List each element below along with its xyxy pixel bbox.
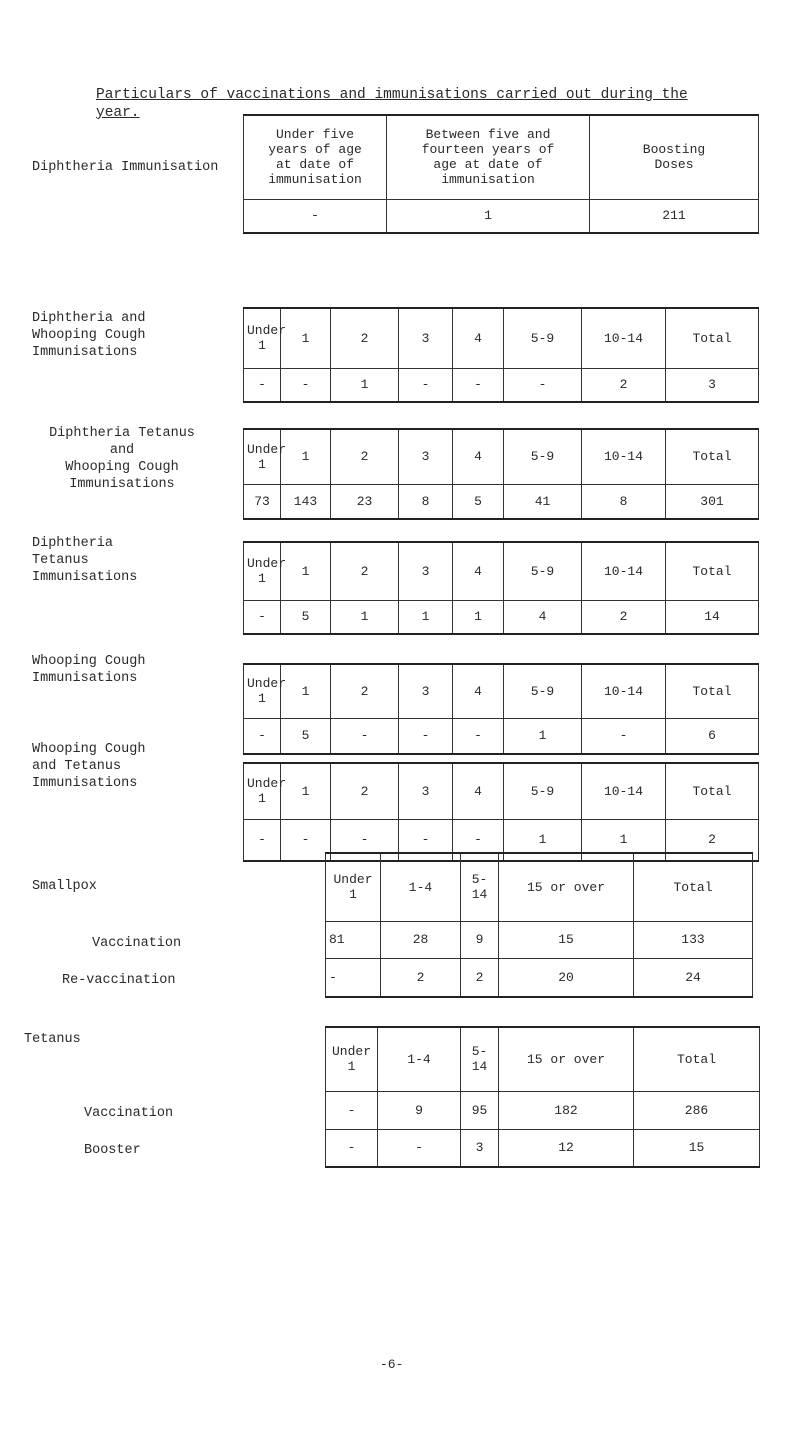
header-cell: Total (666, 308, 759, 368)
table-cell: - (326, 1129, 378, 1167)
table-cell: 28 (381, 921, 461, 958)
smallpox-vaccination-label: Vaccination (92, 936, 182, 951)
table-cell: 1 (582, 819, 666, 861)
table-cell: - (244, 199, 387, 233)
header-cell: 10-14 (582, 429, 666, 484)
table-cell: 4 (504, 600, 582, 634)
page-number: -6- (380, 1357, 404, 1372)
table-cell: - (399, 819, 453, 861)
table-cell: 23 (331, 484, 399, 519)
table-cell: 2 (582, 600, 666, 634)
table-cell: 3 (461, 1129, 499, 1167)
header-cell: 3 (399, 763, 453, 819)
dip-tet-whoop-table (243, 428, 759, 520)
diphtheria-table (243, 114, 759, 234)
table-cell: 133 (634, 921, 753, 958)
whoop-tet-label: Whooping Cough and Tetanus Immunisations (32, 742, 146, 791)
table-cell: 1 (331, 368, 399, 402)
table-cell: 9 (461, 921, 499, 958)
table-cell: - (281, 368, 331, 402)
header-cell: 3 (399, 429, 453, 484)
tetanus-booster-label: Booster (84, 1143, 141, 1158)
table-cell: 8 (399, 484, 453, 519)
whoop-tet-table (243, 762, 759, 862)
table-cell: 5 (453, 484, 504, 519)
tetanus-vaccination-label: Vaccination (84, 1106, 174, 1121)
header-cell: Under 1 (326, 1027, 378, 1091)
table-cell: - (244, 718, 281, 754)
table-cell: 211 (590, 199, 759, 233)
header-cell: Under 1 (244, 308, 281, 368)
table-cell: 2 (461, 958, 499, 997)
table-cell: - (582, 718, 666, 754)
header-cell: Under 1 (244, 664, 281, 718)
header-cell: 5-9 (504, 308, 582, 368)
table-cell: - (331, 718, 399, 754)
table-cell: - (453, 718, 504, 754)
table-cell: 20 (499, 958, 634, 997)
table-cell: 14 (666, 600, 759, 634)
header-cell: 3 (399, 542, 453, 600)
table-cell: - (281, 819, 331, 861)
table-cell: 286 (634, 1091, 760, 1129)
dip-tet-table (243, 541, 759, 635)
table-cell: 2 (666, 819, 759, 861)
header-cell: 4 (453, 542, 504, 600)
table-cell: 5 (281, 600, 331, 634)
table-cell: 1 (453, 600, 504, 634)
table-cell: - (453, 368, 504, 402)
dip-whoop-label: Diphtheria and Whooping Cough Immunisations (32, 311, 146, 360)
table-cell: 12 (499, 1129, 634, 1167)
table-cell: 24 (634, 958, 753, 997)
header-cell: 3 (399, 308, 453, 368)
table-cell: 1 (504, 819, 582, 861)
header-cell: 1 (281, 542, 331, 600)
header-cell: 1 (281, 308, 331, 368)
table-cell: 2 (381, 958, 461, 997)
table-cell: - (244, 368, 281, 402)
smallpox-label: Smallpox (32, 879, 97, 894)
header-cell: 10-14 (582, 542, 666, 600)
header-cell: 10-14 (582, 664, 666, 718)
table-cell: - (378, 1129, 461, 1167)
table-cell: 15 (634, 1129, 760, 1167)
header-cell: 5-9 (504, 763, 582, 819)
tetanus-table (325, 1026, 760, 1168)
header-cell: 1 (281, 664, 331, 718)
header-cell: Total (666, 429, 759, 484)
table-cell: - (399, 368, 453, 402)
header-cell: 4 (453, 664, 504, 718)
header-cell: 2 (331, 308, 399, 368)
header-cell: 10-14 (582, 308, 666, 368)
table-cell: - (326, 958, 381, 997)
header-cell: 4 (453, 429, 504, 484)
page-heading: Particulars of vaccinations and immunisations carried out during the year. (96, 87, 688, 121)
table-cell: 301 (666, 484, 759, 519)
header-cell: Total (634, 1027, 760, 1091)
header-cell: 2 (331, 763, 399, 819)
header-under-five: Under five years of age at date of immunisation (244, 115, 387, 199)
header-cell: 1 (281, 429, 331, 484)
table-cell: 1 (399, 600, 453, 634)
header-five-to-fourteen: Between five and fourteen years of age at date of immunisation (387, 115, 590, 199)
header-cell: 15 or over (499, 853, 634, 921)
header-cell: 5-9 (504, 664, 582, 718)
table-cell: 1 (504, 718, 582, 754)
smallpox-revaccination-label: Re-vaccination (62, 973, 176, 988)
header-boosting-doses: Boosting Doses (590, 115, 759, 199)
header-cell: Total (634, 853, 753, 921)
dip-tet-label: Diphtheria Tetanus Immunisations (32, 536, 138, 585)
table-cell: 15 (499, 921, 634, 958)
table-cell: 73 (244, 484, 281, 519)
table-cell: - (504, 368, 582, 402)
table-cell: - (399, 718, 453, 754)
header-cell: 5-14 (461, 853, 499, 921)
table-cell: 1 (331, 600, 399, 634)
header-cell: Total (666, 542, 759, 600)
table-cell: - (331, 819, 399, 861)
table-cell: 1 (387, 199, 590, 233)
table-cell: 95 (461, 1091, 499, 1129)
header-cell: Total (666, 664, 759, 718)
header-cell: 2 (331, 664, 399, 718)
header-cell: 1-4 (381, 853, 461, 921)
table-cell: 143 (281, 484, 331, 519)
header-cell: 4 (453, 308, 504, 368)
table-cell: - (326, 1091, 378, 1129)
header-cell: Under 1 (326, 853, 381, 921)
header-cell: 15 or over (499, 1027, 634, 1091)
header-cell: Total (666, 763, 759, 819)
header-cell: Under 1 (244, 542, 281, 600)
table-cell: 3 (666, 368, 759, 402)
table-cell: 5 (281, 718, 331, 754)
table-cell: - (244, 600, 281, 634)
header-cell: 2 (331, 429, 399, 484)
header-cell: 3 (399, 664, 453, 718)
header-cell: 10-14 (582, 763, 666, 819)
dip-tet-whoop-label: Diphtheria Tetanus and Whooping Cough Immunisations (49, 426, 195, 492)
tetanus-label: Tetanus (24, 1032, 81, 1047)
whoop-table (243, 663, 759, 755)
table-cell: - (453, 819, 504, 861)
table-cell: 9 (378, 1091, 461, 1129)
table-cell: 8 (582, 484, 666, 519)
table-cell: - (244, 819, 281, 861)
table-cell: 6 (666, 718, 759, 754)
header-cell: 1 (281, 763, 331, 819)
header-cell: 4 (453, 763, 504, 819)
header-cell: 2 (331, 542, 399, 600)
table-cell: 2 (582, 368, 666, 402)
whoop-label: Whooping Cough Immunisations (32, 654, 146, 686)
diphtheria-label: Diphtheria Immunisation (32, 160, 219, 175)
header-cell: 5-9 (504, 542, 582, 600)
header-cell: 1-4 (378, 1027, 461, 1091)
header-cell: 5-9 (504, 429, 582, 484)
dip-whoop-table (243, 307, 759, 403)
header-cell: Under 1 (244, 429, 281, 484)
smallpox-table (325, 852, 753, 998)
header-cell: 5-14 (461, 1027, 499, 1091)
table-cell: 81 (326, 921, 381, 958)
header-cell: Under 1 (244, 763, 281, 819)
table-cell: 182 (499, 1091, 634, 1129)
table-cell: 41 (504, 484, 582, 519)
